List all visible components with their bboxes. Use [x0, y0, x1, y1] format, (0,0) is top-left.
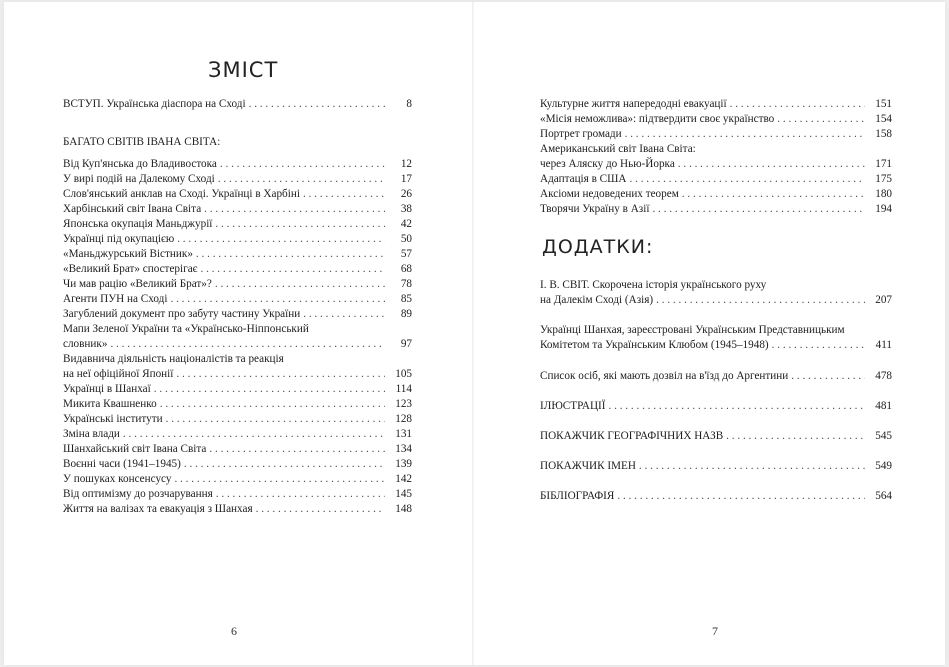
toc-entry: Від оптимізму до розчарування . . . 145: [63, 488, 412, 501]
toc-entry: Шанхайський світ Івана Світа . . . 134: [63, 443, 412, 456]
toc-entry: «Великий Брат» спостерігає . . . 68: [63, 263, 412, 276]
toc-entry: У пошуках консенсусу . . . 142: [63, 473, 412, 486]
toc-entry: Від Куп'янська до Владивостока . . . 12: [63, 158, 412, 171]
toc-entry: Загублений документ про забуту частину України . . . 89: [63, 308, 412, 321]
toc-entry: Українці під окупацією . . . 50: [63, 233, 412, 246]
toc-entry: ПОКАЖЧИК ІМЕН . . . 549: [540, 460, 892, 473]
toc-entry-line1: Мапи Зеленої України та «Українсько-Ніппонський: [63, 323, 309, 335]
toc-entry: Комітетом та Українським Клюбом (1945–1948) . . . 411: [540, 339, 892, 352]
toc-entry: ІЛЮСТРАЦІЇ . . . 481: [540, 400, 892, 413]
toc-entry: Микита Квашненко . . . 123: [63, 398, 412, 411]
toc-entry: БІБЛІОГРАФІЯ . . . 564: [540, 490, 892, 503]
book-spread: [4, 2, 945, 665]
toc-entry-line1: І. В. СВІТ. Скорочена історія українського руху: [540, 279, 767, 291]
toc-entry: «Маньджурський Вістник» . . . 57: [63, 248, 412, 261]
toc-entry-line1: Видавнича діяльність націоналістів та реакція: [63, 353, 284, 365]
toc-entry: Культурне життя напередодні евакуації . . . 151: [540, 98, 892, 111]
toc-entry: Аксіоми недоведених теорем . . . 180: [540, 188, 892, 201]
toc-entry: Агенти ПУН на Сході . . . 85: [63, 293, 412, 306]
toc-entry: Слов'янський анклав на Сході. Українці в Харбіні . . . 26: [63, 188, 412, 201]
toc-entry: Адаптація в США . . . 175: [540, 173, 892, 186]
toc-entry: Харбінський світ Івана Світа . . . 38: [63, 203, 412, 216]
toc-entry: Воєнні часи (1941–1945) . . . 139: [63, 458, 412, 471]
toc-entry: на Далекім Сході (Азія) . . . 207: [540, 294, 892, 307]
toc-entry: Список осіб, які мають дозвіл на в'їзд до Аргентини . . . 478: [540, 370, 892, 383]
toc-entry-intro: ВСТУП. Українська діаспора на Сході . . . 8: [63, 98, 412, 111]
toc-entry: Життя на валізах та евакуація з Шанхая . . . 148: [63, 503, 412, 516]
toc-entry: Зміна влади . . . 131: [63, 428, 412, 441]
toc-entry: Чи мав рацію «Великий Брат»? . . . 78: [63, 278, 412, 291]
toc-entry: через Аляску до Нью-Йорка . . . 171: [540, 158, 892, 171]
toc-entry-line1: Українці Шанхая, зареєстровані Українським Представницьким: [540, 324, 845, 336]
toc-entry: Творячи Україну в Азії . . . 194: [540, 203, 892, 216]
page-number-left: 6: [231, 624, 237, 638]
toc-entry: Японська окупація Маньджурії . . . 42: [63, 218, 412, 231]
appendix-title: ДОДАТКИ:: [542, 236, 654, 258]
toc-entry-line1: Американський світ Івана Світа:: [540, 143, 696, 155]
toc-entry: У вирі подій на Далекому Сході . . . 17: [63, 173, 412, 186]
part-heading: БАГАТО СВІТІВ ІВАНА СВІТА:: [63, 136, 221, 148]
toc-entry: на неї офіційної Японії . . . 105: [63, 368, 412, 381]
page-number-right: 7: [712, 624, 718, 638]
toc-entry: ПОКАЖЧИК ГЕОГРАФІЧНИХ НАЗВ . . . 545: [540, 430, 892, 443]
toc-entry: Українські інститути . . . 128: [63, 413, 412, 426]
toc-entry: Портрет громади . . . 158: [540, 128, 892, 141]
toc-entry: словник» . . . 97: [63, 338, 412, 351]
toc-entry: «Місія неможлива»: підтвердити своє українство . . . 154: [540, 113, 892, 126]
page-title: ЗМІСТ: [208, 58, 279, 82]
toc-entry: Українці в Шанхаї . . . 114: [63, 383, 412, 396]
